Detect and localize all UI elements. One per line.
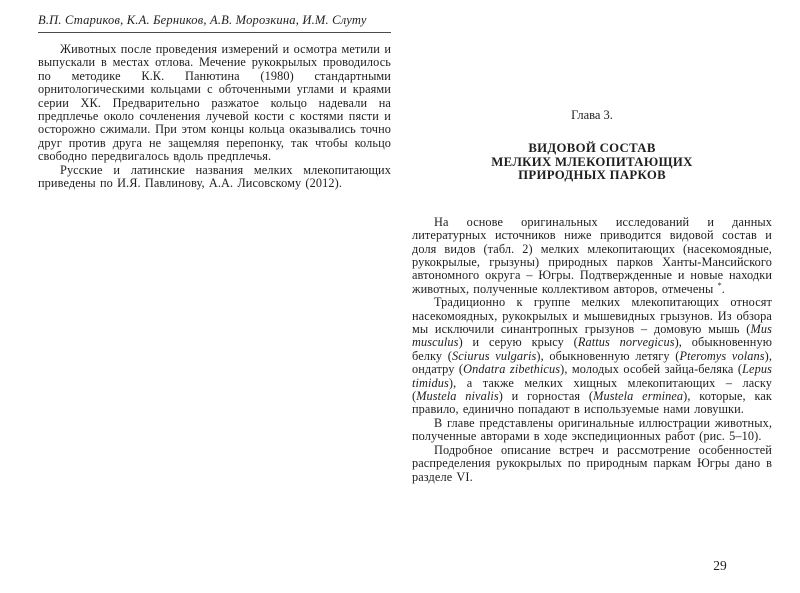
right-page [412, 108, 772, 484]
left-page [38, 13, 391, 190]
right-page-body [412, 216, 772, 484]
running-header-authors: В.П. Стариков, К.А. Берников, А.В. Морозкина, И.М. Слуту [38, 13, 391, 33]
page-number: 29 [713, 558, 727, 573]
chapter-label: Глава 3. [571, 108, 613, 122]
paragraph-bats-section-reference: Подробное описание встреч и рассмотрение особенностей распределения рукокрылых по природным паркам Югры дано в разделе VI. [412, 442, 772, 484]
chapter-title [412, 142, 772, 183]
chapter-title-line-3: ПРИРОДНЫХ ПАРКОВ [518, 168, 666, 183]
left-page-body [38, 43, 391, 190]
paragraph-excluded-species: Традиционно к группе мелких млекопитающих относят насекомоядных, рукокрылых и мышевидных грызунов. Из обзора мы исключили синантропных грызунов – домовую мышь (Mus musculus) и серую крысу (Rattus norvegicus), обыкновенную белку (Sciurus vulgaris), обыкновенную летягу (Pteromys volans), ондатру (Ondatra zibethicus), молодых особей зайца-беляка (Lepus timidus), а также мелких хищных млекопитающих – ласку (Mustela nivalis) и горностая (Mustela erminea), которые, как правило, единично попадают в используемые нами ловушки. [412, 295, 772, 417]
paragraph-illustrations-note: В главе представлены оригинальные иллюстрации животных, полученные авторами в ходе экспедиционных работ (рис. 5–10). [412, 415, 772, 444]
paragraph-species-composition-intro: На основе оригинальных исследований и данных литературных источников ниже приводится видовой состав и доля видов (табл. 2) мелких млекопитающих (насекомоядные, рукокрылые, грызуны) природных парков Ханты-Мансийского автономного округа – Югры. Подтвержденные и новые находки животных, полученные коллективом авторов, отмечены *. [412, 214, 772, 296]
chapter-title-line-2: МЕЛКИХ МЛЕКОПИТАЮЩИХ [491, 154, 693, 169]
paragraph-marking-method: Животных после проведения измерений и осмотра метили и выпускали в местах отлова. Мечение рукокрылых проводилось по методике К.К. Панютина (1980) стандартными орнитологическими кольцами с обточенными углами и краями серии ХК. Предварительно разжатое кольцо надевали на предплечье около сочленения лучевой кости с костями пясти и осторожно сжимали. При этом концы кольца оказывались точно друг против друга не защемляя перепонку, так чтобы кольцо свободно передвигалось вдоль предплечья. [38, 42, 391, 164]
paragraph-nomenclature-source: Русские и латинские названия мелких млекопитающих приведены по И.Я. Павлинову, А.А. Лисовскому (2012). [38, 162, 391, 191]
chapter-title-line-1: ВИДОВОЙ СОСТАВ [528, 141, 656, 155]
